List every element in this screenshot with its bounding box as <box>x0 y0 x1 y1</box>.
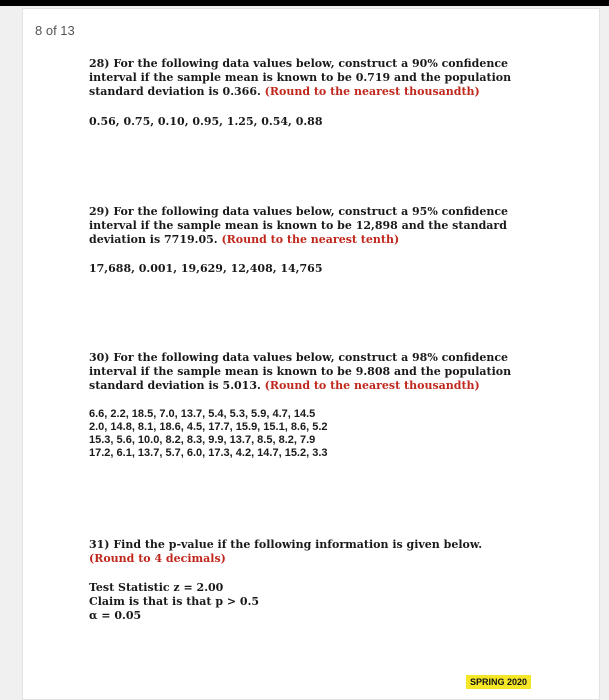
semester-badge: SPRING 2020 <box>466 675 531 689</box>
question-29 <box>89 205 529 247</box>
question-29-text: 29) For the following data values below, construct a 95% confidence interval if the sample mean is known to be 12,898 and the standard deviation is 7719.05. <box>89 205 509 246</box>
data-row: 17,688, 0.001, 19,629, 12,408, 14,765 <box>89 262 323 275</box>
data-row: 6.6, 2.2, 18.5, 7.0, 13.7, 5.4, 5.3, 5.9, 4.7, 14.5 <box>89 408 316 420</box>
question-28-text: 28) For the following data values below, construct a 90% confidence interval if the sample mean is known to be 0.719 and the population standard deviation is 0.366. <box>89 57 512 98</box>
question-28 <box>89 57 529 99</box>
question-30 <box>89 351 529 393</box>
question-28-data <box>89 115 323 128</box>
given-line: α = 0.05 <box>89 609 142 622</box>
given-line: Test Statistic z = 2.00 <box>89 581 224 594</box>
data-row: 0.56, 0.75, 0.10, 0.95, 1.25, 0.54, 0.88 <box>89 115 323 128</box>
top-bar <box>0 0 609 6</box>
data-row: 2.0, 14.8, 8.1, 18.6, 4.5, 17.7, 15.9, 15.1, 8.6, 5.2 <box>89 421 328 433</box>
question-31 <box>89 538 529 566</box>
document-page <box>22 8 600 700</box>
question-30-data <box>89 408 328 460</box>
data-row: 15.3, 5.6, 10.0, 8.2, 8.3, 9.9, 13.7, 8.5, 8.2, 7.9 <box>89 434 316 446</box>
question-30-text: 30) For the following data values below, construct a 98% confidence interval if the sample mean is known to be 9.808 and the population standard deviation is 5.013. <box>89 351 512 392</box>
question-29-round-note: (Round to the nearest tenth) <box>221 233 400 246</box>
question-29-data <box>89 262 322 275</box>
question-28-round-note: (Round to the nearest thousandth) <box>264 85 480 98</box>
question-31-given <box>89 581 259 623</box>
question-31-round-note: (Round to 4 decimals) <box>89 552 226 565</box>
page-count-label: 8 of 13 <box>35 23 75 38</box>
data-row: 17.2, 6.1, 13.7, 5.7, 6.0, 17.3, 4.2, 14.7, 15.2, 3.3 <box>89 447 328 459</box>
question-30-round-note: (Round to the nearest thousandth) <box>264 379 480 392</box>
given-line: Claim is that is that p > 0.5 <box>89 595 260 608</box>
question-31-text: 31) Find the p-value if the following information is given below. <box>89 538 483 551</box>
